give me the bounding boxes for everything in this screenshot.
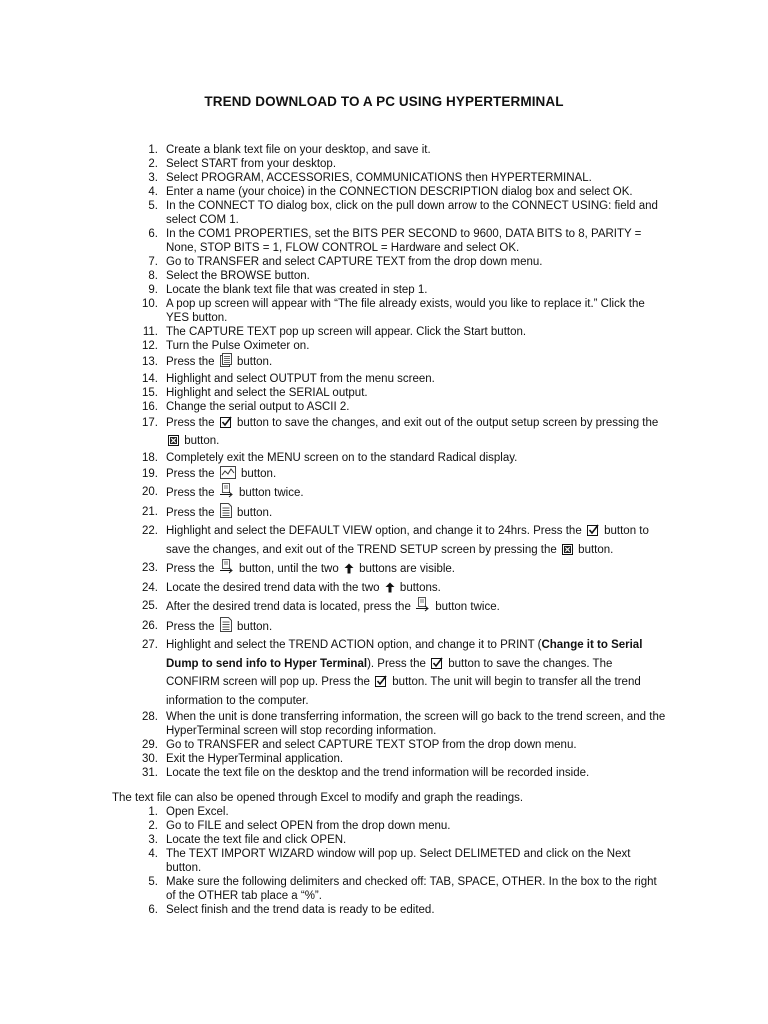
list-item-number: 22. [142, 525, 158, 537]
list-item [128, 597, 668, 617]
list-item-text [166, 283, 668, 297]
text-run: button. [233, 356, 273, 368]
list-item [128, 752, 668, 766]
list-item [128, 636, 668, 710]
text-run: Locate the text file and click OPEN. [166, 834, 347, 846]
list-item-text [166, 819, 668, 833]
list-item-number: 1. [148, 144, 158, 156]
list-item [128, 805, 668, 819]
list-item [128, 255, 668, 269]
list-item-text [166, 710, 668, 738]
text-run: Press the [166, 416, 218, 429]
list-item-number: 31. [142, 767, 158, 779]
list-item-number: 5. [148, 200, 158, 212]
text-run: Open Excel. [166, 806, 229, 818]
list-item-number: 29. [142, 739, 158, 751]
text-run: Press the [166, 356, 218, 368]
list-item-text [166, 766, 668, 780]
list-item [128, 353, 668, 372]
list-item [128, 269, 668, 283]
list-item-text [166, 372, 668, 386]
checkbox-icon [220, 416, 232, 428]
list-item-text [166, 617, 668, 637]
list-item-number: 7. [148, 256, 158, 268]
list-item-number: 10. [142, 298, 158, 310]
list-item-number: 16. [142, 400, 158, 413]
text-run: buttons. [396, 581, 441, 594]
list-item [128, 199, 668, 227]
text-run: Create a blank text file on your desktop, and save it. [166, 144, 431, 156]
list-item-number: 6. [148, 228, 158, 240]
list-item-number: 15. [142, 386, 158, 399]
text-run: button twice. [432, 601, 500, 613]
bold-text: Change it to Serial Dump to send info to Hyper Terminal [166, 639, 643, 670]
list-item-text [166, 503, 668, 523]
list-item-number: 19. [142, 467, 158, 480]
text-run: Go to TRANSFER and select CAPTURE TEXT STOP from the drop down menu. [166, 739, 577, 751]
text-run: Highlight and select OUTPUT from the menu screen. [166, 372, 435, 385]
list-item [128, 451, 668, 465]
text-run: buttons are visible. [355, 563, 455, 575]
list-item-number: 25. [142, 600, 158, 612]
document-icon [220, 503, 232, 518]
text-run: Turn the Pulse Oximeter on. [166, 340, 310, 352]
list-item-number: 12. [142, 340, 158, 352]
list-item-text [166, 752, 668, 766]
list-item [128, 617, 668, 637]
text-run: Change the serial output to ASCII 2. [166, 400, 350, 413]
text-run: Go to FILE and select OPEN from the drop down menu. [166, 820, 451, 832]
list-item [128, 386, 668, 400]
text-run: Make sure the following delimiters and checked off: TAB, SPACE, OTHER. In the box to the right of the OTHER tab place a “%”. [166, 876, 657, 902]
list-item-number: 9. [148, 284, 158, 296]
list-item-text [166, 255, 668, 269]
list-item-number: 14. [142, 372, 158, 385]
text-run: Press the [166, 506, 218, 519]
list-item-number: 20. [142, 486, 158, 498]
list-item [128, 325, 668, 339]
list-item-text [166, 875, 668, 903]
document-icon [220, 617, 232, 632]
exit-icon [168, 435, 179, 446]
list-item [128, 339, 668, 353]
list-item [128, 766, 668, 780]
text-run: Highlight and select the SERIAL output. [166, 386, 368, 399]
text-run: Enter a name (your choice) in the CONNECTION DESCRIPTION dialog box and select OK. [166, 186, 633, 198]
list-item-text [166, 339, 668, 353]
text-run: Press the [166, 467, 218, 480]
list-item [128, 143, 668, 157]
list-item-text [166, 227, 668, 255]
list-item [128, 400, 668, 414]
list-item [128, 522, 668, 559]
list-item-number: 27. [142, 639, 158, 651]
text-run: button to save the changes, and exit out of the TREND SETUP screen by pressing the [166, 525, 649, 556]
list-item-text [166, 414, 668, 451]
list-item-text [166, 171, 668, 185]
list-item [128, 579, 668, 598]
list-item-text [166, 483, 668, 503]
list-item [128, 847, 668, 875]
list-item [128, 283, 668, 297]
list-item [128, 903, 668, 917]
list-item-number: 26. [142, 619, 158, 632]
next-arrow-icon [220, 559, 234, 574]
list-item-text [166, 579, 668, 598]
list-item [128, 157, 668, 171]
text-run: Select finish and the trend data is ready to be edited. [166, 904, 435, 916]
text-run: button. [233, 620, 273, 633]
excel-intro: The text file can also be opened through Excel to modify and graph the readings. [112, 792, 524, 804]
list-item-text [166, 353, 668, 372]
list-item [128, 483, 668, 503]
list-item [128, 465, 668, 484]
list-item-text [166, 386, 668, 400]
list-item [128, 414, 668, 451]
next-arrow-icon [416, 597, 430, 612]
text-run: button. The unit will begin to transfer all the trend information to the computer. [166, 676, 641, 707]
list-item-text [166, 157, 668, 171]
list-item [128, 227, 668, 255]
list-item-text [166, 903, 668, 917]
text-run: Select PROGRAM, ACCESSORIES, COMMUNICATIONS then HYPERTERMINAL. [166, 172, 592, 184]
list-item-number: 17. [142, 416, 158, 429]
list-item-text [166, 143, 668, 157]
list-item-text [166, 199, 668, 227]
list-item-number: 2. [148, 158, 158, 170]
text-run: Locate the text file on the desktop and the trend information will be recorded inside. [166, 767, 590, 779]
text-run: Press the [166, 487, 218, 499]
text-run: Select the BROWSE button. [166, 270, 310, 282]
text-run: button to save the changes, and exit out of the output setup screen by pressing the [233, 416, 659, 429]
page-title: TREND DOWNLOAD TO A PC USING HYPERTERMINAL [204, 94, 564, 109]
checkbox-icon [375, 675, 387, 687]
hyperterminal-steps-list [128, 143, 668, 780]
text-run: Go to TRANSFER and select CAPTURE TEXT from the drop down menu. [166, 256, 543, 268]
text-run: In the CONNECT TO dialog box, click on the pull down arrow to the CONNECT USING: field and select COM 1. [166, 200, 658, 226]
text-run: button twice. [235, 487, 304, 499]
menu-icon [220, 353, 232, 367]
list-item-text [166, 297, 668, 325]
list-item-number: 23. [142, 562, 158, 574]
text-run: button. [233, 506, 273, 519]
excel-steps-list [128, 805, 668, 917]
list-item-text [166, 185, 668, 199]
list-item-text [166, 636, 668, 710]
list-item-text [166, 465, 668, 484]
text-run: In the COM1 PROPERTIES, set the BITS PER SECOND to 9600, DATA BITS to 8, PARITY = None, STOP BITS = 1, FLOW CONTROL = Hardware and select OK. [166, 228, 642, 254]
list-item [128, 738, 668, 752]
text-run: Locate the desired trend data with the two [166, 581, 383, 594]
list-item-number: 18. [142, 451, 158, 464]
text-run: Exit the HyperTerminal application. [166, 753, 344, 765]
list-item-text [166, 451, 668, 465]
list-item-number: 4. [148, 186, 158, 198]
text-run: Locate the blank text file that was created in step 1. [166, 284, 428, 296]
list-item-number: 3. [148, 172, 158, 184]
list-item-text [166, 325, 668, 339]
text-run: Completely exit the MENU screen on to the standard Radical display. [166, 451, 518, 464]
list-item-text [166, 597, 668, 617]
text-run: Press the [166, 563, 218, 575]
list-item-number: 5. [148, 876, 158, 888]
list-item-number: 11. [142, 326, 158, 338]
list-item [128, 297, 668, 325]
trend-icon [220, 466, 236, 479]
text-run: button. [237, 467, 277, 480]
list-item-text [166, 522, 668, 559]
list-item-number: 28. [142, 711, 158, 723]
text-run: Select START from your desktop. [166, 158, 337, 170]
list-item [128, 819, 668, 833]
checkbox-icon [587, 524, 599, 536]
list-item-number: 2. [148, 820, 158, 832]
list-item-number: 24. [142, 581, 158, 594]
list-item [128, 875, 668, 903]
text-run: button, until the two [235, 563, 342, 575]
list-item-number: 3. [148, 834, 158, 846]
list-item-number: 21. [142, 505, 158, 518]
list-item-number: 1. [148, 806, 158, 818]
list-item-number: 4. [148, 848, 158, 860]
text-run: Highlight and select the TREND ACTION option, and change it to PRINT ( [166, 639, 542, 651]
text-run: ). Press the [367, 657, 430, 670]
list-item [128, 185, 668, 199]
list-item-number: 30. [142, 753, 158, 765]
text-run: button to save the changes. The CONFIRM screen will pop up. Press the [166, 657, 613, 688]
list-item-text [166, 805, 668, 819]
text-run: After the desired trend data is located, press the [166, 601, 415, 613]
list-item-text [166, 559, 668, 579]
text-run: button. [574, 543, 614, 556]
up-arrow-icon [385, 582, 395, 593]
text-run: The TEXT IMPORT WIZARD window will pop up. Select DELIMETED and click on the Next button. [166, 848, 631, 874]
list-item-text [166, 269, 668, 283]
up-arrow-icon [344, 563, 354, 574]
list-item-text [166, 833, 668, 847]
list-item-text [166, 738, 668, 752]
text-run: Highlight and select the DEFAULT VIEW option, and change it to 24hrs. Press the [166, 525, 585, 537]
list-item [128, 559, 668, 579]
list-item-text [166, 847, 668, 875]
text-run: When the unit is done transferring information, the screen will go back to the trend screen, and the HyperTerminal screen will stop recording information. [166, 711, 666, 737]
list-item [128, 171, 668, 185]
list-item [128, 372, 668, 386]
exit-icon [562, 544, 573, 555]
text-run: button. [181, 435, 220, 447]
text-run: The CAPTURE TEXT pop up screen will appear. Click the Start button. [166, 326, 527, 338]
checkbox-icon [431, 657, 443, 669]
list-item-text [166, 400, 668, 414]
list-item [128, 503, 668, 523]
list-item [128, 833, 668, 847]
next-arrow-icon [220, 483, 234, 498]
text-run: A pop up screen will appear with “The file already exists, would you like to replace it.” Click the YES button. [166, 298, 645, 324]
list-item [128, 710, 668, 738]
text-run: Press the [166, 620, 218, 633]
list-item-number: 13. [142, 356, 158, 368]
list-item-number: 8. [148, 270, 158, 282]
list-item-number: 6. [148, 904, 158, 916]
